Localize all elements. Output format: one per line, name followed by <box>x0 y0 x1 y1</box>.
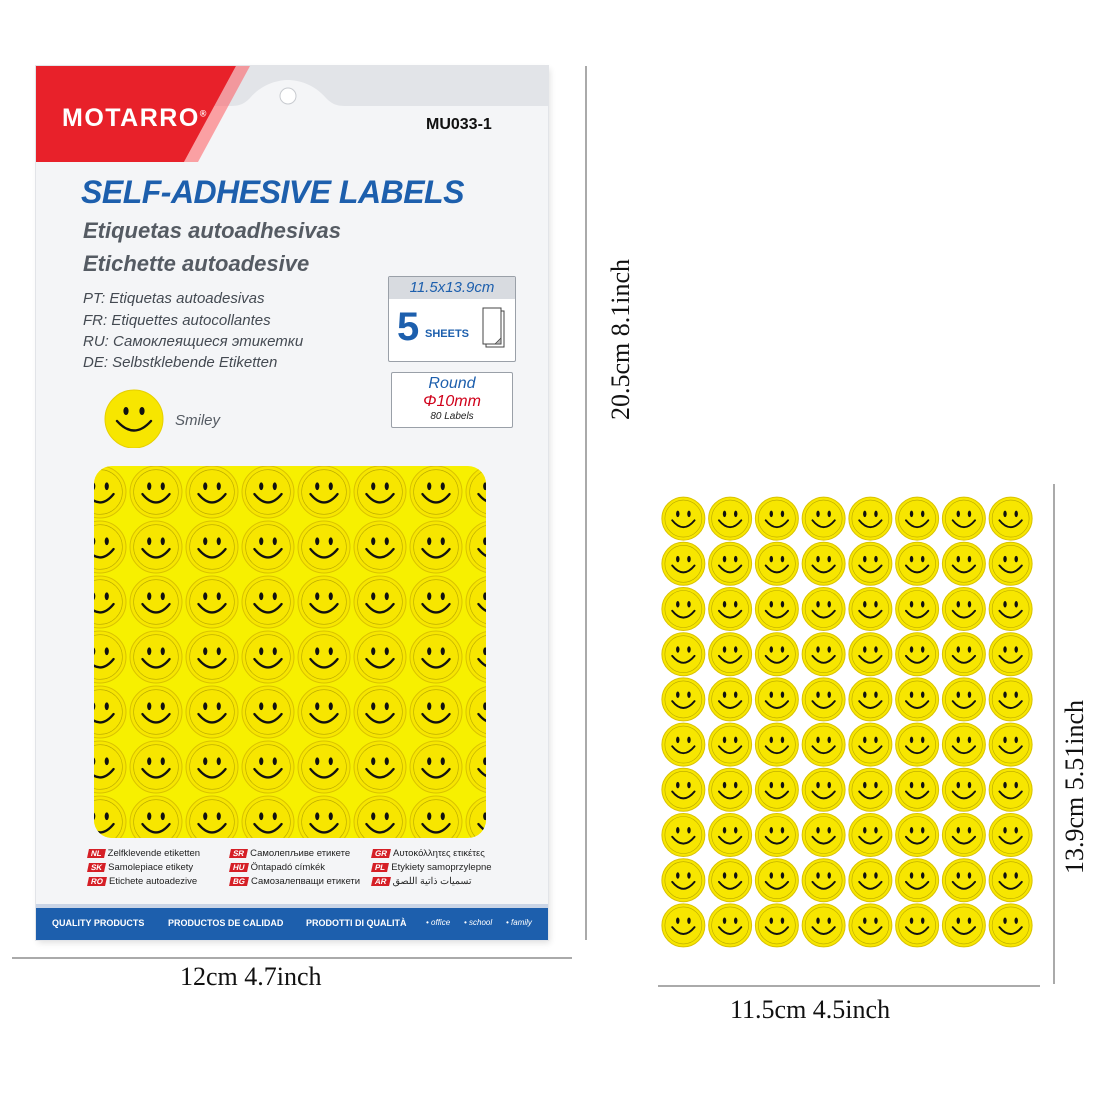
footer-quality-it: PRODOTTI DI QUALITÀ <box>306 918 407 928</box>
footer-tag-office: • office <box>426 918 451 927</box>
lang-text: Samolepiace etikety <box>108 862 194 873</box>
smiley-sticker <box>989 497 1032 540</box>
card-width-dimension: 12cm 4.7inch <box>180 962 322 991</box>
lang-code-badge: RO <box>87 877 107 886</box>
lang-text: تسميات ذاتية اللصق <box>392 876 472 887</box>
smiley-sticker <box>849 723 892 766</box>
smiley-sticker <box>662 723 705 766</box>
smiley-sticker <box>802 633 845 676</box>
smiley-sticker <box>942 588 985 631</box>
smiley-sticker <box>849 588 892 631</box>
card-height-dimension: 20.5cm 8.1inch <box>606 258 635 420</box>
smiley-sticker <box>896 497 939 540</box>
smiley-sticker <box>802 768 845 811</box>
sheet-width-dimension: 11.5cm 4.5inch <box>730 995 891 1024</box>
lang-text: Etichete autoadezive <box>109 876 198 887</box>
title-spanish: Etiquetas autoadhesivas <box>83 218 341 243</box>
smiley-sticker <box>989 904 1032 947</box>
smiley-sticker <box>896 723 939 766</box>
smiley-sticker <box>942 542 985 585</box>
smiley-sticker <box>755 859 798 902</box>
smiley-sticker <box>896 542 939 585</box>
lang-code-badge: AR <box>371 877 390 886</box>
model-number: MU033-1 <box>426 116 492 133</box>
smiley-sticker <box>709 904 752 947</box>
smiley-sticker <box>896 768 939 811</box>
smiley-sticker <box>849 542 892 585</box>
smiley-sticker <box>662 814 705 857</box>
smiley-sticker <box>755 497 798 540</box>
design-label: Smiley <box>175 412 221 429</box>
smiley-sticker <box>755 904 798 947</box>
smiley-sticker <box>709 542 752 585</box>
lang-line-fr: FR: Etiquettes autocollantes <box>83 312 271 329</box>
footer-quality-en: QUALITY PRODUCTS <box>52 918 145 928</box>
smiley-sticker <box>662 678 705 721</box>
smiley-sticker <box>755 633 798 676</box>
smiley-sticker <box>709 633 752 676</box>
lang-text: Αυτοκόλλητες ετικέτες <box>393 848 485 859</box>
smiley-sticker <box>802 678 845 721</box>
lang-text: Самозалепващи етикети <box>251 876 361 887</box>
smiley-sticker <box>896 633 939 676</box>
smiley-sticker <box>849 678 892 721</box>
smiley-sticker <box>755 542 798 585</box>
smiley-sticker <box>942 768 985 811</box>
smiley-sticker <box>849 814 892 857</box>
smiley-sticker <box>989 542 1032 585</box>
smiley-sticker <box>849 859 892 902</box>
smiley-sticker <box>755 723 798 766</box>
smiley-sticker <box>849 768 892 811</box>
brand-logo: MOTARRO® <box>62 104 208 132</box>
smiley-sticker <box>662 768 705 811</box>
title-italian: Etichette autoadesive <box>83 251 310 276</box>
footer-tag-school: • school <box>464 918 493 927</box>
lang-text: Самолепљиве етикете <box>250 848 351 859</box>
smiley-sticker <box>709 814 752 857</box>
smiley-sticker <box>662 542 705 585</box>
smiley-sticker <box>849 497 892 540</box>
smiley-sticker <box>709 588 752 631</box>
smiley-sticker <box>755 814 798 857</box>
smiley-sticker <box>755 678 798 721</box>
smiley-sticker <box>662 904 705 947</box>
smiley-sticker <box>709 723 752 766</box>
smiley-sticker <box>896 814 939 857</box>
smiley-sticker <box>802 588 845 631</box>
shape-label: Round <box>428 375 476 392</box>
smiley-sticker <box>896 588 939 631</box>
smiley-sticker <box>942 859 985 902</box>
footer-tag-family: • family <box>506 918 532 927</box>
smiley-sticker <box>989 814 1032 857</box>
smiley-sticker <box>709 859 752 902</box>
lang-text: Zelfklevende etiketten <box>107 848 201 859</box>
smiley-sticker <box>662 497 705 540</box>
smiley-sticker <box>942 678 985 721</box>
smiley-sticker <box>989 768 1032 811</box>
smiley-sticker <box>662 859 705 902</box>
sticker-sheet <box>660 496 1034 948</box>
lang-code-badge: SK <box>87 863 106 872</box>
smiley-sticker <box>802 904 845 947</box>
label-count: 80 Labels <box>430 411 474 422</box>
lang-text: Etykiety samoprzylepne <box>391 862 492 873</box>
sheets-count: 5 <box>397 305 420 349</box>
lang-code-badge: NL <box>87 849 106 858</box>
smiley-sticker <box>709 768 752 811</box>
lang-line-ru: RU: Самоклеящиеся этикетки <box>83 333 304 350</box>
smiley-sticker <box>989 723 1032 766</box>
smiley-sticker <box>896 678 939 721</box>
smiley-sticker <box>849 633 892 676</box>
smiley-sticker <box>849 904 892 947</box>
lang-code-badge: SR <box>229 849 248 858</box>
smiley-sticker <box>942 814 985 857</box>
smiley-sticker <box>802 814 845 857</box>
sheets-label: SHEETS <box>425 328 470 340</box>
smiley-sticker <box>662 588 705 631</box>
lang-code-badge: HU <box>229 863 248 872</box>
title-english: SELF-ADHESIVE LABELS <box>81 174 464 210</box>
lang-line-de: DE: Selbstklebende Etiketten <box>83 354 278 371</box>
lang-code-badge: PL <box>371 863 389 872</box>
smiley-sticker <box>942 497 985 540</box>
smiley-sticker <box>989 588 1032 631</box>
smiley-sticker <box>802 859 845 902</box>
smiley-sticker <box>755 588 798 631</box>
lang-line-pt: PT: Etiquetas autoadesivas <box>83 290 265 307</box>
footer-quality-es: PRODUCTOS DE CALIDAD <box>168 918 284 928</box>
smiley-sticker <box>896 904 939 947</box>
sheet-height-dimension: 13.9cm 5.51inch <box>1060 699 1089 874</box>
sheet-size: 11.5x13.9cm <box>389 277 515 299</box>
smiley-sticker <box>802 723 845 766</box>
lang-code-badge: GR <box>371 849 391 858</box>
smiley-sticker <box>662 633 705 676</box>
lang-text: Öntapadó címkék <box>250 862 326 873</box>
diameter-label: Φ10mm <box>423 393 481 410</box>
smiley-sticker <box>989 859 1032 902</box>
smiley-sticker <box>989 678 1032 721</box>
smiley-sticker <box>896 859 939 902</box>
smiley-sticker <box>802 542 845 585</box>
smiley-sticker <box>709 678 752 721</box>
smiley-sticker <box>802 497 845 540</box>
smiley-sticker <box>709 497 752 540</box>
lang-code-badge: BG <box>229 877 249 886</box>
smiley-sticker <box>942 633 985 676</box>
smiley-sticker <box>942 723 985 766</box>
smiley-sticker <box>989 633 1032 676</box>
smiley-sticker <box>755 768 798 811</box>
smiley-sticker <box>942 904 985 947</box>
